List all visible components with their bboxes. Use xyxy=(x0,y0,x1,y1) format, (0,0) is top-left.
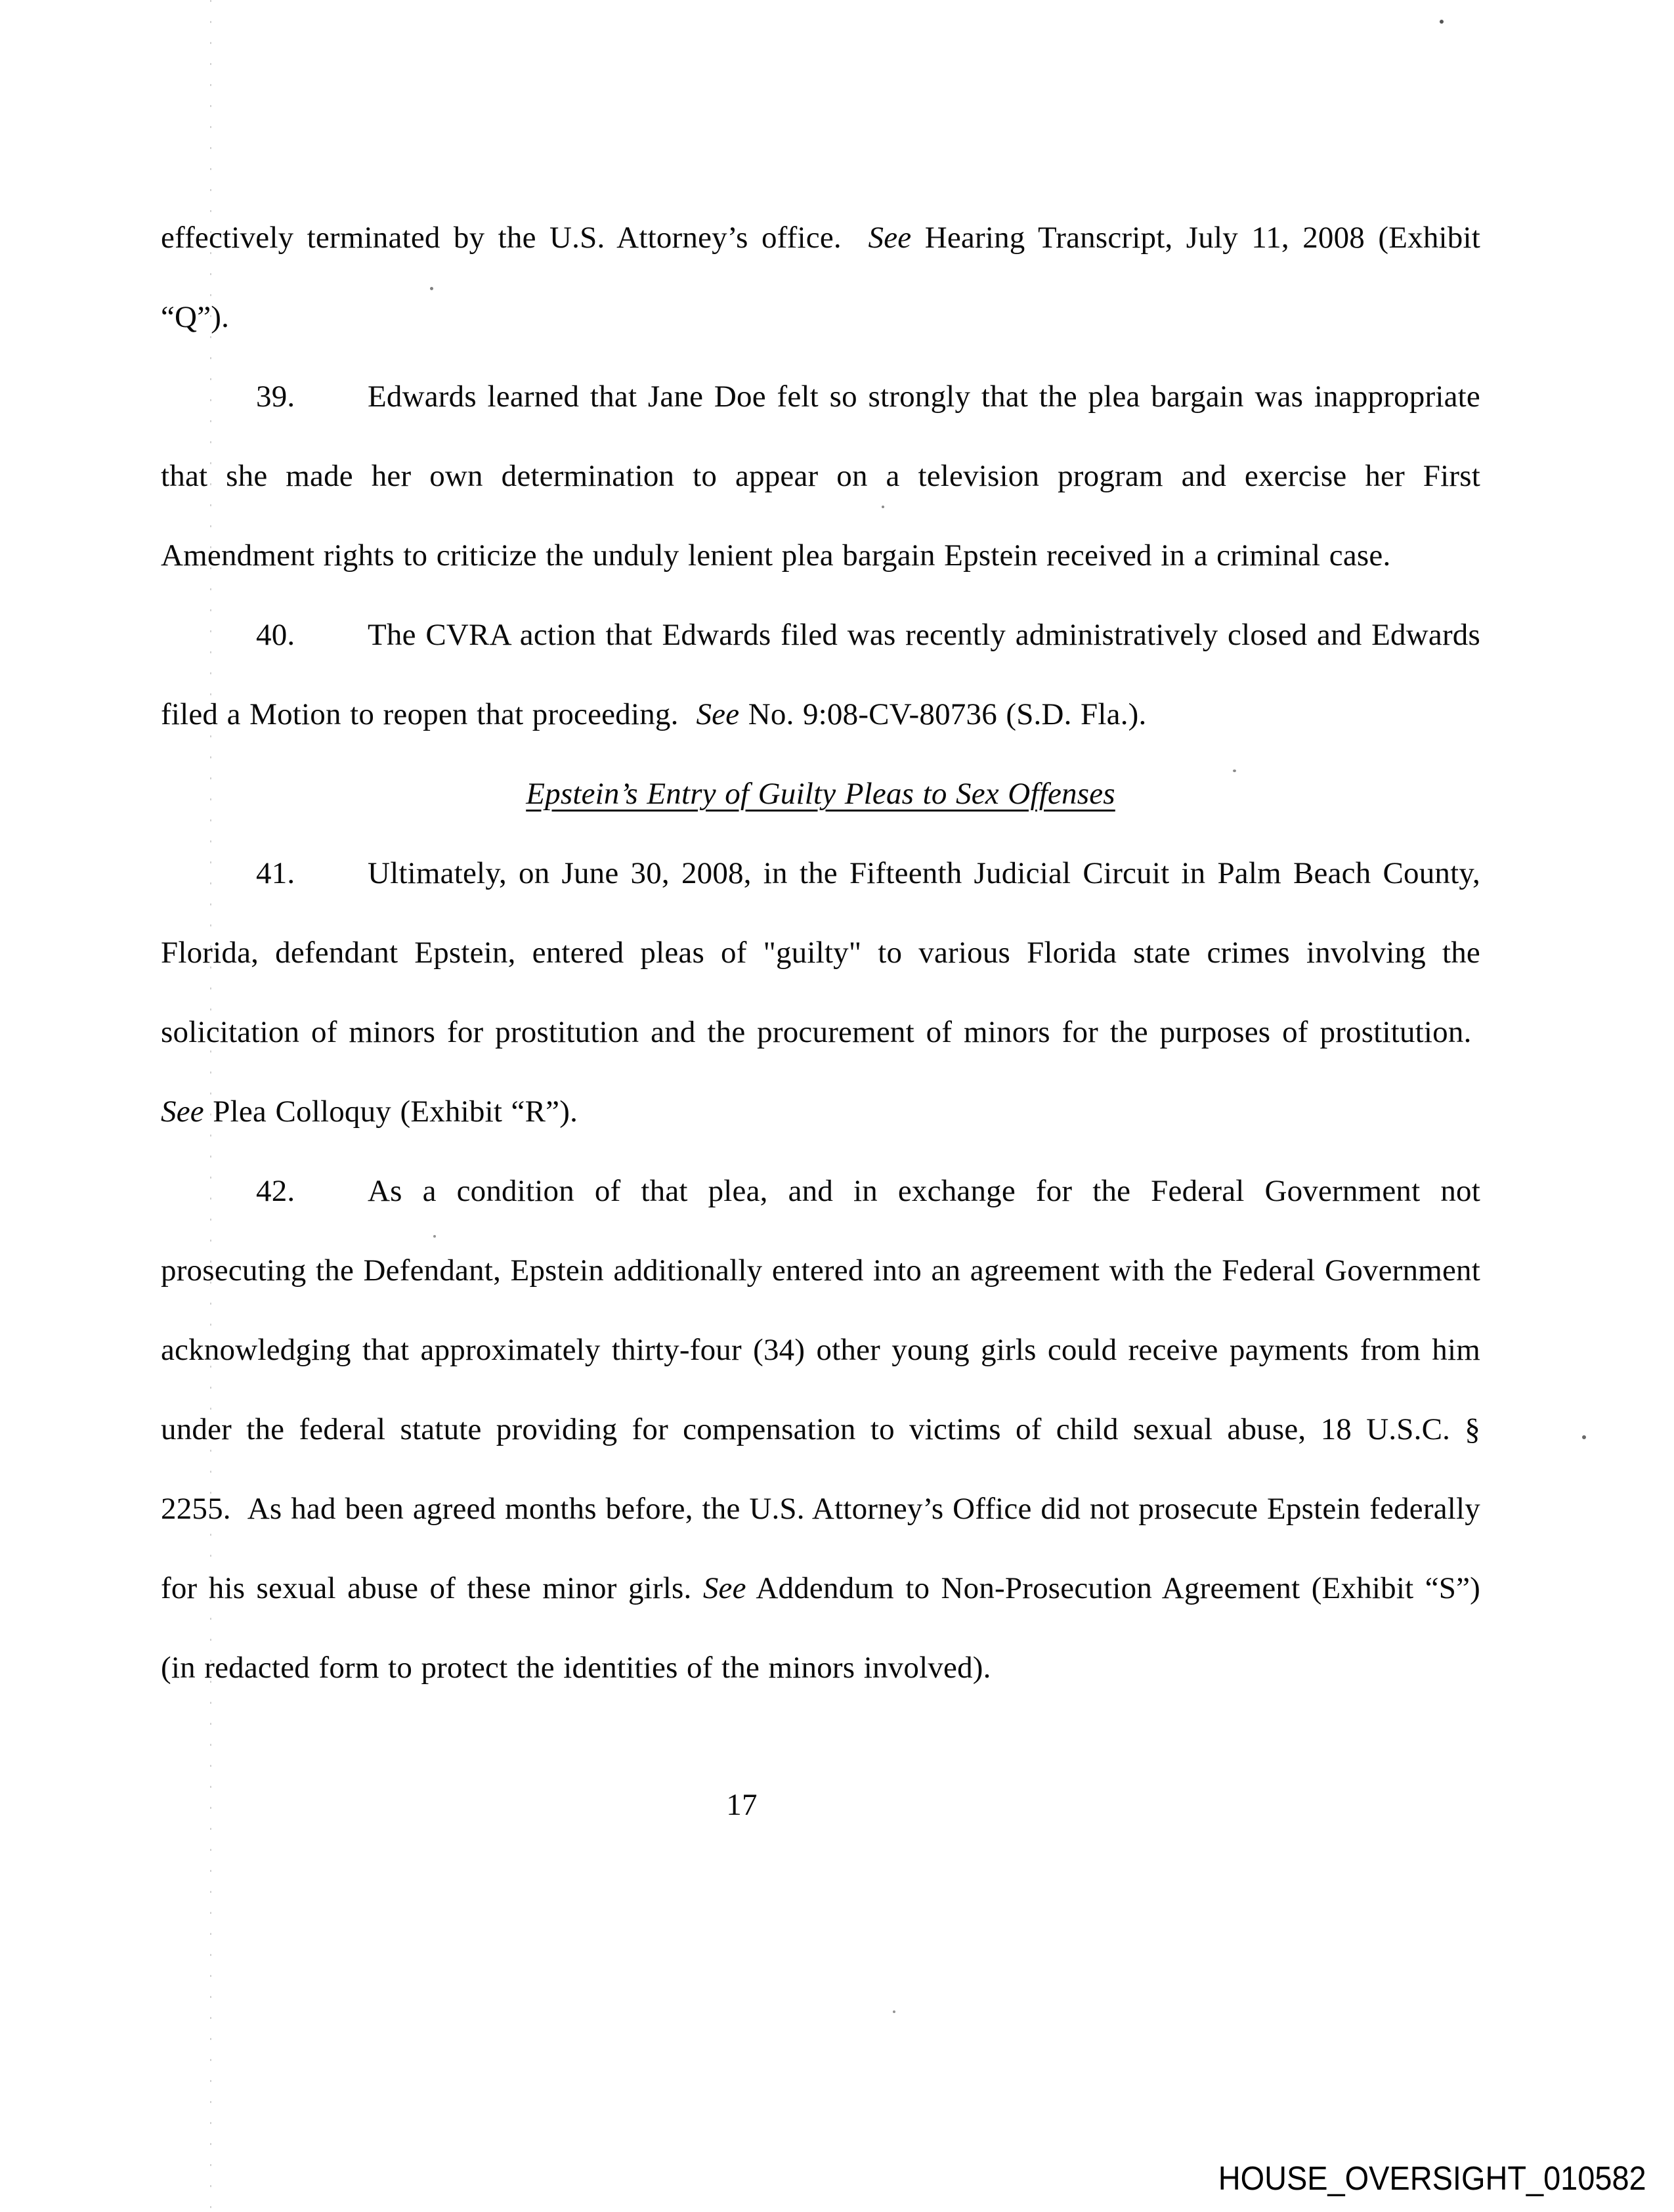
text-run: Ultimately, on June 30, 2008, in the Fifteenth Judicial Circuit in Palm Beach County, Florida, defendant Epstein, entered pleas of "guilty" to various Florida state crimes involving the solicitation of minors for prostitution and the procurement of minors for the purposes of prostitution. xyxy=(161,856,1480,1049)
document-body xyxy=(161,198,1480,1708)
text-run: effectively terminated by the U.S. Attorney’s office. xyxy=(161,221,869,255)
paragraph-number: 42. xyxy=(256,1174,295,1208)
italic-text-run: Epstein’s Entry of Guilty Pleas to Sex Offenses xyxy=(526,777,1115,811)
scan-speck xyxy=(893,2010,895,2013)
paragraph xyxy=(161,198,1480,357)
paragraph-number: 39. xyxy=(256,380,295,414)
italic-text-run: See xyxy=(702,1571,746,1605)
document-text-column xyxy=(161,0,1480,1845)
paragraph xyxy=(161,834,1480,1152)
italic-text-run: See xyxy=(161,1095,204,1129)
scan-speck xyxy=(1582,1435,1586,1439)
text-run: Plea Colloquy (Exhibit “R”). xyxy=(204,1095,578,1129)
page-number: 17 xyxy=(726,1788,758,1822)
text-run: No. 9:08-CV-80736 (S.D. Fla.). xyxy=(739,697,1147,731)
bates-stamp: HOUSE_OVERSIGHT_010582 xyxy=(1218,2159,1646,2197)
paragraph xyxy=(161,1152,1480,1708)
italic-text-run: See xyxy=(696,697,740,731)
paragraph-number: 40. xyxy=(256,618,295,652)
section-heading xyxy=(161,754,1480,834)
paragraph xyxy=(161,357,1480,596)
paragraph-number: 41. xyxy=(256,856,295,890)
paragraph xyxy=(161,596,1480,754)
text-run: Addendum to Non-Prosecution Agreement (Exhibit “S”) (in redacted form to protect the identities of the minors involved). xyxy=(161,1571,1481,1685)
text-run: As a condition of that plea, and in exchange for the Federal Government not prosecuting the Defendant, Epstein additionally entered into an agreement with the Federal Government acknowledging that approximately thirty-four (34) other young girls could receive payments from him under the federal statute providing for compensation to victims of child sexual abuse, 18 U.S.C. § 2255. As had been agreed months before, the U.S. Attorney’s Office did not prosecute Epstein federally for his sexual abuse of these minor girls. xyxy=(161,1174,1480,1605)
text-run: The CVRA action that Edwards filed was recently administratively closed and Edwards filed a Motion to reopen that proceeding. xyxy=(161,618,1480,731)
text-run: Hearing Transcript, July 11, 2008 (Exhibit “Q”). xyxy=(161,221,1480,334)
text-run: Edwards learned that Jane Doe felt so strongly that the plea bargain was inappropriate that she made her own determination to appear on a television program and exercise her First Amendment rights to criticize the unduly lenient plea bargain Epstein received in a criminal case. xyxy=(161,380,1480,573)
italic-text-run: See xyxy=(868,221,912,255)
